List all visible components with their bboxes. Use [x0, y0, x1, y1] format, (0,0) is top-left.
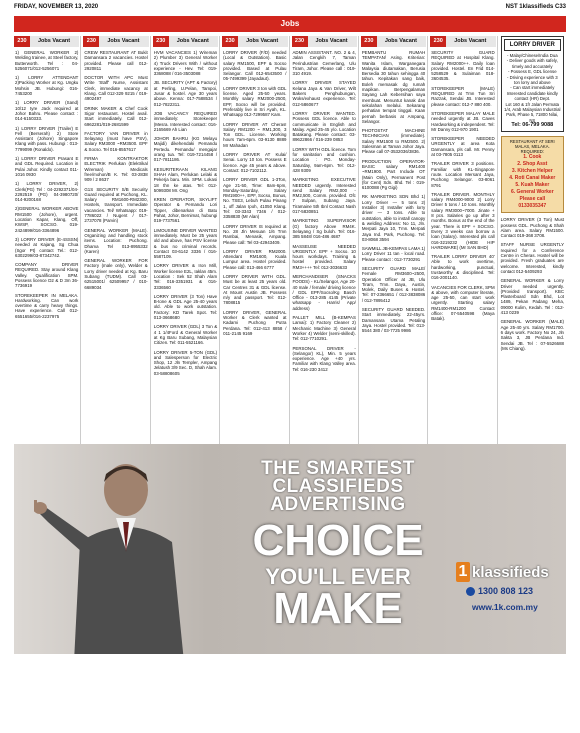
businessman-pointing-image: [34, 452, 202, 654]
classified-ad: PRODUCTION OPERATOR-BASIC salary RM1400 ~RM1900. Part Include OT (Main Only), Permanent Post (for Cent) Sdn. Bhd. Tel : 019-6100088 (Pg Gigi): [361, 158, 426, 191]
classified-ad: TRAILER DRIVER. MONTHLY salary RM4000-9000 2) Lorry Driver 5 tons / 10 tons. Monthly salary RM3000~7000. Jinate + 8 pcs. Salaries go up after 3 months. Bonus at the end of the year. There is EPF + SOCSO. Every 3 weeks can borrow a loan (Salary). Interested pls call 016-3219232 (HIDE HIP HARDWARE) (Mr SAN BHD): [431, 191, 495, 250]
classified-ad: STOREKEEPER IN MELAKA. Hardworking. Can work overtime & carry heavy things. Have experience. Call 012-6551655/016-2237975: [15, 292, 79, 319]
column-label: Jobs Vacant: [246, 38, 279, 44]
classified-ad: JOB VACANCY REQUIRED immediately: Storekeeper (Mesra. Interested contact: 016-2165669 Ah Lian: [153, 110, 218, 132]
classified-ad: LORRY DRIVER (3 Ton) Have B-tone & GDL Age 25-40 years old. Able to work outstation. Factory: KD Tarek Spot. Tel: 013-3668680: [153, 293, 218, 321]
column-header: [83, 36, 148, 47]
classified-ad: STOREKEEPER NEEDED URGENTLY at area Kota Damansara, pls call. Mr. Penny at 03-7805 0113: [431, 136, 495, 158]
classified-ad: LORRY DRIVER 5-TON (GDL) and Salesperson for Electric Shop, 12 Jln Templer, Ampang Jelatush 3/9 Sec. D, Shah Alam. 03-58808605: [153, 349, 218, 376]
column-label: Jobs Vacant: [176, 38, 209, 44]
classified-ad: GENERAL WORKER (MALE) Age 25-40 yrs. Salary RM1700. 6 days work. Factory No 24, Jln Sakta 3, JB Perdana Ind. Sendai JB. Tel : 07-5526688 (Ms Chiang).: [500, 319, 564, 351]
classified-ad: HVM VACANCIES 1) Wireman 2) Plumber 3) General Worker 4) Truck Drivers With / without experience - Hev. Tel: 019-3368088 / 016-3503088: [153, 50, 218, 77]
column-header: [430, 36, 495, 47]
column-number: 230: [14, 36, 30, 47]
classified-ad: LORRY DRIVER WITH GDL. Must be at least 25 years old. Car Centres 31 & GDL license. At Mount Austin JB. Possess m/y and passport. Tel: 012-7808815: [223, 273, 287, 306]
boxed-ad-line: - Deliver goods with safely, timely and accurately: [506, 58, 558, 69]
column-label: Jobs Vacant: [38, 38, 71, 44]
column-label: Jobs Vacant: [315, 38, 348, 44]
classified-ad: DRINK MAKER & Chef Cook Sigor restaurant. Hostel avail. Start immediately. Call 012-6962281/019-2681599: [84, 105, 148, 127]
promo-line-6: MAKE: [273, 584, 403, 633]
classified-ad: 1) LORRY DRIVER, 2) Clerk(PG) Tel : 04-2292371/04-2292519 (PG) 04-3980720/ 014-9200168: [15, 181, 79, 203]
classified-ad: 1) GENERAL WORKER 2) Welding trainee, at Steel factory, Butterworth. Tel : 04-5256071/012-5256071: [15, 50, 79, 71]
classified-ad: FACTORY VAN DRIVER in Selayang (must have PSV), Salary RM3000 ~RM3500. EPF & Socso. Tel 016-8557617: [84, 130, 148, 152]
boxed-ad-line: Interested candidate kindly contact (HR) Dept.: [506, 90, 558, 102]
column-header: [292, 36, 357, 47]
classified-columns: [14, 36, 566, 444]
column-header: [153, 36, 218, 47]
classified-ad: JOHOR BAHRU (KG Melayu Majidi) dikehendaki Pemandu Pertedu. Pemandu/ mengajar orang tua. Tel: 019-7214458 / 017-7811186.: [153, 136, 218, 163]
classified-ad: SECURITY GUARD NEEDED. Start immediately. 22-45yrs. Damansara Utama Petaling Jaya. Hostel provided. Tel: 013-5544 380 / 03-7725 9986: [361, 307, 426, 334]
column-label: Jobs Vacant: [454, 38, 487, 44]
boxed-ad-body: [504, 53, 561, 129]
restaurant-ad-item: 5. Kuah Maker: [515, 182, 550, 189]
promo-phone: [466, 586, 533, 596]
promo-line-2: CLASSIFIEDS: [272, 476, 404, 497]
promo-headline: [222, 458, 454, 633]
classified-ad: LORRY DRIVER (GDL) 3 Ton & 4 1 1/4Ford & General Worker at Kg Baru Subang, Malaysian Citizen. Tel: 011-5521166.: [153, 324, 218, 346]
boxed-ad-title: LORRY DRIVER: [504, 39, 561, 51]
boxed-ad-line: Lot 160 & 1fr Jalan Permata 1/4, Arab Malaysian Industrial Park, Phase 5, 71800 Nilai, NS: [504, 101, 561, 123]
jobs-column: [153, 36, 220, 444]
jobs-column: [430, 36, 497, 444]
phone-icon: [466, 587, 475, 596]
jobs-column: [292, 36, 359, 444]
classified-ad: 2)GENERAL WORKER ABOVE RM1500 (Johore), urgent. Location Kapar, Klang, Off, KWSP, SOCSO. 019-2424899/016-3364896: [15, 206, 79, 233]
classified-ad: GENERAL WORKER FOR Factory (male only), Welder & Lorry driver needed at Kg. Baru Subang (TUDM). Call 03-62515001/ 62509957 / 010-6689034: [84, 258, 148, 290]
brand-logo-one: 1: [456, 562, 470, 582]
jobs-column: [83, 36, 150, 444]
column-header: [361, 36, 426, 47]
promo-line-1: THE SMARTEST: [261, 458, 415, 479]
classified-ad: LORRY DRIVER STAYED Kelana Jaya & Van Driver, Wilt Bakers Penghubungan, Woks/exhaust experience. Tel: 012-5860677: [292, 80, 356, 107]
column-number: 230: [430, 36, 446, 47]
classified-ad: ADMIN ASSISTANT. NO. 2 & 4, Jalan Cengkih 7, Taman Perindustrian Cemerlang, Ulu Tiram, Johor. Please call : 019-310 4919.: [292, 50, 356, 77]
classified-ad: 3) LORRY DRIVER (E-4SSSN) needed at Kajang, Sg Chua (Sgor Pt) contact Tel.: 012-6302299/03-87342742.: [15, 236, 79, 258]
classified-ad: 1) LORRY ATTENDANT 2)Packing Worker at Kg. Ungku Mohsin JB. Hubungi: 016-7453200: [15, 75, 79, 97]
column-header: [14, 36, 79, 47]
column-number: 230: [222, 36, 238, 47]
classified-ad: SAWMILL JB-KEMPAS LAMA 1) Lorry Driver 11 tan - local road. Please contact : 012-7730291: [361, 246, 426, 262]
classified-ad: CREW RESTAURANT AT Bukit Damansara 2 vacancies. Hostel provided. Please call 012-2920811: [84, 50, 148, 71]
classified-ad: PEMBANTU RUMAH TEMPATAN/ Asing. Kriterian: Wanita Islam, Warganegara Malaysia diutamakan, Berusia Bersedia 30 tahun sehingga 40 tahun. Kepitakan sang baik, Boleh memasak dg rumah mapikan. Berpengalaman Sayang Lah Kebersihan saya membuat. Menuntut kanak dan sekolahan melalui. Sekarang perhatian tempat tinggal. Kaan pernah berbasis at Ampang, Selangor.: [361, 50, 426, 124]
classified-ad: TRAILER LORRY DRIVER 40' Able to work overtime, hardworking, punctual, trustworthy & disciplined. Tel: 016-2001140.: [431, 254, 495, 281]
jobs-column: [500, 36, 566, 444]
classified-ad: RK MARKETING SDN Bhd 1) Lorry Driver — 5 tons 2) Installer 3) Installer with lorry driver — 3 tons. Able to outstation, able to install canopy & welding Address: No 11, Jln. Merpati Jaya 10, Tmn. Merpati Jaya Ind. Park, Puchong. Tel: 03-8068 3594: [361, 194, 426, 242]
classified-ad: FIRMA KONTRAKTOR ELECTRIK Perlukan (Elektrikal Wireman) Medicals free/mohon/B K. Tel: 03-2838 909 / 2 8637: [84, 156, 148, 183]
classified-ad: MASSEUSE NEEDED URGENTLY. EPF + Socso. 10 hours workdays. Training & hostel provided. Salary RM3++++ Tel: 012-3036633: [292, 243, 356, 270]
column-number: 230: [83, 36, 99, 47]
promo-phone-number: 1300 808 123: [478, 586, 534, 596]
classified-ad: LORRY DRIVER, GENERAL Worker & Clerk wanted at Kadami Puchong Putra Perdana. Tel: 012-413 8858 / 011-2145 9169: [223, 309, 287, 336]
boxed-ad-line: - Possess E, GDL license: [508, 69, 557, 75]
column-number: 230: [292, 36, 308, 47]
classified-ad: GENERAL WORKER & Lorry Driver needed urgently. (Provided transport). KBC Plasterboard Sdn Bhd, Lot 1489, Pekan Padang Meha, 09000 Kulim, Kedah. Tel : 012-413 0239: [500, 278, 564, 316]
classified-ad: JB. SECURITY (APT & Factory) at Perling, U.Pelan, Tampoi, Jusar & hostel. Age 30 years above. Kenna: 017-7588534 / 012-7822311.: [153, 80, 218, 107]
promo-line-4: CHOICE: [252, 516, 424, 565]
brand-logo-word: klassifieds: [472, 564, 549, 581]
classified-ad: VACANCIES FOR CLERK, SPM & above, with computer literate, age 25-50, can start work urgently. Starting salary RM1400-RM1200 Contact office: 07-5540598 (Maya Batak).: [431, 284, 495, 322]
promo-website: www.1k.com.my: [472, 602, 538, 612]
jobs-column: [361, 36, 428, 444]
classified-ad: TRAILER DRIVER 3 positions. Familiar with KL-Singapore route. Location Mersant Jaya, Puchong Selangor. 03-8061 8791: [431, 161, 495, 188]
promo-line-5: YOU'LL EVER: [265, 564, 411, 589]
classified-ad: LORRY DRIVER & Iron Mill, Worker license E2L, Iaklan 45m. Location : Sek 52 Shah Alam Tel: 016-3351931 & 016-3336560: [153, 263, 218, 290]
boxed-ad-line: - Malay/Chinese/India Dua: [506, 53, 558, 58]
classified-ad: MARKETING EXECUTIVE NEEDED urgently. Interested send Salary RM2,000 - RM2,500, Comm. provided. Ofc 7 Sulpan, Subang Jaya. Tiramaine 5th Ibnl Contact Nash 017-5830851: [292, 177, 356, 215]
classified-ad: PHOTOSTAT MACHINE TECHNICIAN (immediate). Salary RM1500 to RM2500. 2) Salesman at Taman Johor Jaya. Please call 07-3532036/3836.: [361, 128, 426, 155]
classified-ad: LORRY DRIVER GDL 1-3Ton, Age 21-50, Time: 8am-6pm, Monday-Saturday, Salary RM1900++, EPF, Socso, Bonus, No. TSE3, Lebuh Pulau Pinang 1, off Jalan Ipoh, 41050 Klang. Tel: 03-3343 7346 / 012-3358830 (Mr Alan): [223, 177, 287, 220]
restaurant-ad-please: Please call: [519, 196, 546, 203]
boxed-ad-line: Tel: 06-799 9088: [511, 122, 554, 129]
boxed-ad-line: - Driving experience with 3 ton lorry and above: [506, 74, 558, 86]
classified-ad: G1S SECURITY S/B Security Guard required at Puchong, KL. Salary RM1600-RM2300, Hostels, transport. Immediate vacancies. Tel/ Whatsapp: 019-7786022 / Nugent / 017-2737078 (Parvin): [84, 186, 148, 224]
column-label: Jobs Vacant: [107, 38, 140, 44]
classified-ad: 1) LORRY DRIVER (Trailer) E Fell (Berserah) 2) Store Assistant (Johore) Singapore Klang with pass. Hubungi : 013-7799099 (Ronaldo).: [15, 125, 79, 152]
classified-ad: MARKETING SUPERVISOR (G) factory Above RM4K. Selayang / Sg buloh. Tel: 016-385 5848/ 016-486 4687: [292, 218, 356, 240]
classified-ad: LORRY DRIVER RM2000. Attendant RM1600, Kuala Lumpur area. Hostel provided. Please call: 013-466 6777: [223, 248, 287, 270]
classified-ad: STOREKEEPER MALAY MALE needed urgently at JB. Caves Hardworking & independent. Tel: Mr Danny 012-970 1901: [431, 110, 495, 132]
classified-ad: STOREKEEPER (MALE) REQUIRED at Tmn Tun Sri Razzak, Sendai JB. Interested please contact: 012-7 880 400.: [431, 85, 495, 107]
classified-ad: LORRY DRIVER WANTED. Possess GDL licence. Able to communicate in English and Malay. Aged 25-45 y/o. Location Batakang. Please contact: 03-89622866 / 016-239 0853: [292, 110, 356, 143]
classified-ad: LORRY DRIVER AT Kulai/ Senai. Lorry 10 ton. Possess E licence. Age 45 years & above. Contact: 012-7102112.: [223, 152, 287, 173]
restaurant-boxed-ad: [501, 136, 564, 214]
classified-ad: LORRY DRIVER (3 Ton) Must possess GDL. Puchong & Shah Alam area. Salary RM1500. Contact 019-368 3708.: [500, 217, 564, 239]
restaurant-ad-head: RESTAURANT AT SERI MALAS, MELAKA. REQUIRED:: [509, 138, 555, 155]
restaurant-ad-item: 1. Cook: [523, 154, 542, 161]
classified-ad: KESURITERAAN KILANG SHAH Alam, Perlukan Lelaki & Pekerja baru. Min. SPM. Lokasi 18 thn ke atas. Tel: 012-5099308 Mr. Ong: [153, 166, 218, 193]
jobs-column: [222, 36, 289, 444]
classified-ad: 1) LORRY DRIVER Prasant E and GDL Required. Location in Pulai Johor. Kindly contact 011-1016 0930: [15, 156, 79, 177]
classified-ad: KREN OPERATOR, SKYLIFT Operator & Pemandu Lori Tipper, dibenarkan di Batu Pahat, Johor, Bernimat, hubungi 019-7737561: [153, 197, 218, 224]
restaurant-ad-item: 4. Roti Canai Maker: [509, 175, 556, 182]
page-folio: NST 1klassifieds C33: [505, 4, 566, 10]
lorry-driver-boxed-ad: [501, 36, 564, 132]
classified-ad: GENERAL WORKER (MALE). Organizing and handling stock items. Location: Puchong. Dhama Tel 013-8955332 (Karen): [84, 227, 148, 254]
restaurant-ad-phone: 0133035347: [518, 203, 547, 210]
classified-ad: DOCTOR WITH APC Must Write 'Staff' Nurse, Assistant Clerk, immediate vacancy at Klang. Call 012-329 9215 / 019-4902497: [84, 75, 148, 102]
classified-ad: LORRY DRIVER AT Cheras! Salary RM1200 ~ RM1,300, 3 Ton GDL. License. Working hours 7am-6pm. 03-9130 8889 Mr Mahadan: [223, 121, 287, 148]
classified-ad: STAFF NURSE URGENTLY required for a Conference Centre in Cheras. Hostel will be provided. Fresh graduates are welcome. Interested, kindly contact 012-5409293: [500, 242, 564, 274]
classified-ad: LORRY DRIVER (F/D) needed (Local & Outstation). Basic salary RM1500, EPF & Socso provided. Based at Pulau Selangor. Call 012-6543500 / 05-7499399 (Jayadaut).: [223, 50, 287, 82]
column-label: Jobs Vacant: [384, 38, 417, 44]
classified-ad: PERSONAL DRIVER - (Selangor) KL), Min. 5 years experience. Age +40 yrs. Familiar with Klang Valley area. Tel: 016-230 3412: [292, 345, 356, 372]
classified-ad: MERCHANDISER (SNACKS FOODS) - KL/Selangor, Age 20-40 male / female/ driving licence / GDL EPF/Socso/Kg Basch Office - 013-285 4145 (Private whatsapp - Harris/ App/ address): [292, 273, 356, 311]
promo-line-3: ADVERTISING: [270, 494, 406, 515]
classified-ad: PALLET MILL (B-KEMPAS Lamai): 1) Factory Cleaner 2) Mechanic Machine 3) General Worker 4) Welder (semi-skilled). Tel: 012-7710291.: [292, 315, 356, 342]
classified-ad: COMPANY DRIVER REQUIRED. Stay around Klang Valley. Qualification SPM. Possess licence D2 & D 3m 36-7736919: [15, 262, 79, 289]
classified-ad: LIMOUSINE DRIVER WANTED immediately. Must be 25 years old and above, has PSV license & bus no criminal records. Contact 03-6142 3336 / 016-5587109.: [153, 227, 218, 260]
column-number: 230: [361, 36, 377, 47]
classified-ad: SECURITY GUARD MALE/ Female RM3600~2500, Operation Officer at JB, Ulu Tiram, Tmn. Daya, Austin, Molek, Daily Buses & Hostel. Tel: 07-2366651 / 012-3838086 / 012-7895412: [361, 265, 426, 303]
column-header: [222, 36, 287, 47]
classified-ad: LORRY DRIVER 3 ton with GDL license. Aged 25-50 years. Monthly salary RM2000-2500, EPF, Socso will be provided. Preferably live in Sri Ayah, KL. Whatsapp 012-7299587 Kam.: [223, 85, 287, 118]
page-date: FRIDAY, NOVEMBER 13, 2020: [14, 4, 99, 10]
restaurant-ad-item: 3. Kitchen Helper: [511, 168, 553, 175]
classified-ad: SECURITY GUARD REQUIRED at Hospital Klang. Salary RM2000++. Daily loan provided. Hostel. En Frid 014-5258529 & Sulaiman 018-3604535.: [431, 50, 495, 82]
classified-ad: 1) LORRY DRIVER (Sand) 10/12 tyre Jack required at Johor Bahru. Please contact : 014-6150333.: [15, 100, 79, 122]
restaurant-ad-item: 2. Shop Asst: [517, 161, 548, 168]
restaurant-ad-item: 6. General Worker: [510, 189, 554, 196]
classified-ad: LORRY WITH GDL licence. Tom for sanitation and cushion. Location : PG. Monday-Saturday, 9am-6pm. Tel: 012-428 9309: [292, 146, 356, 173]
jobs-column: [14, 36, 81, 444]
boxed-ad-line: - Can start immediately: [510, 85, 555, 91]
classified-ad: LORRY DRIVER IS required at No. 28 Jln Mesuan 1/6 Tmn Rambai, Menasik, Ampang. Please call: Tel 03-42943409.: [223, 223, 287, 245]
column-number: 230: [153, 36, 169, 47]
promo-advert: [14, 444, 566, 654]
page-header: [14, 4, 566, 16]
section-banner: Jobs: [14, 16, 566, 32]
